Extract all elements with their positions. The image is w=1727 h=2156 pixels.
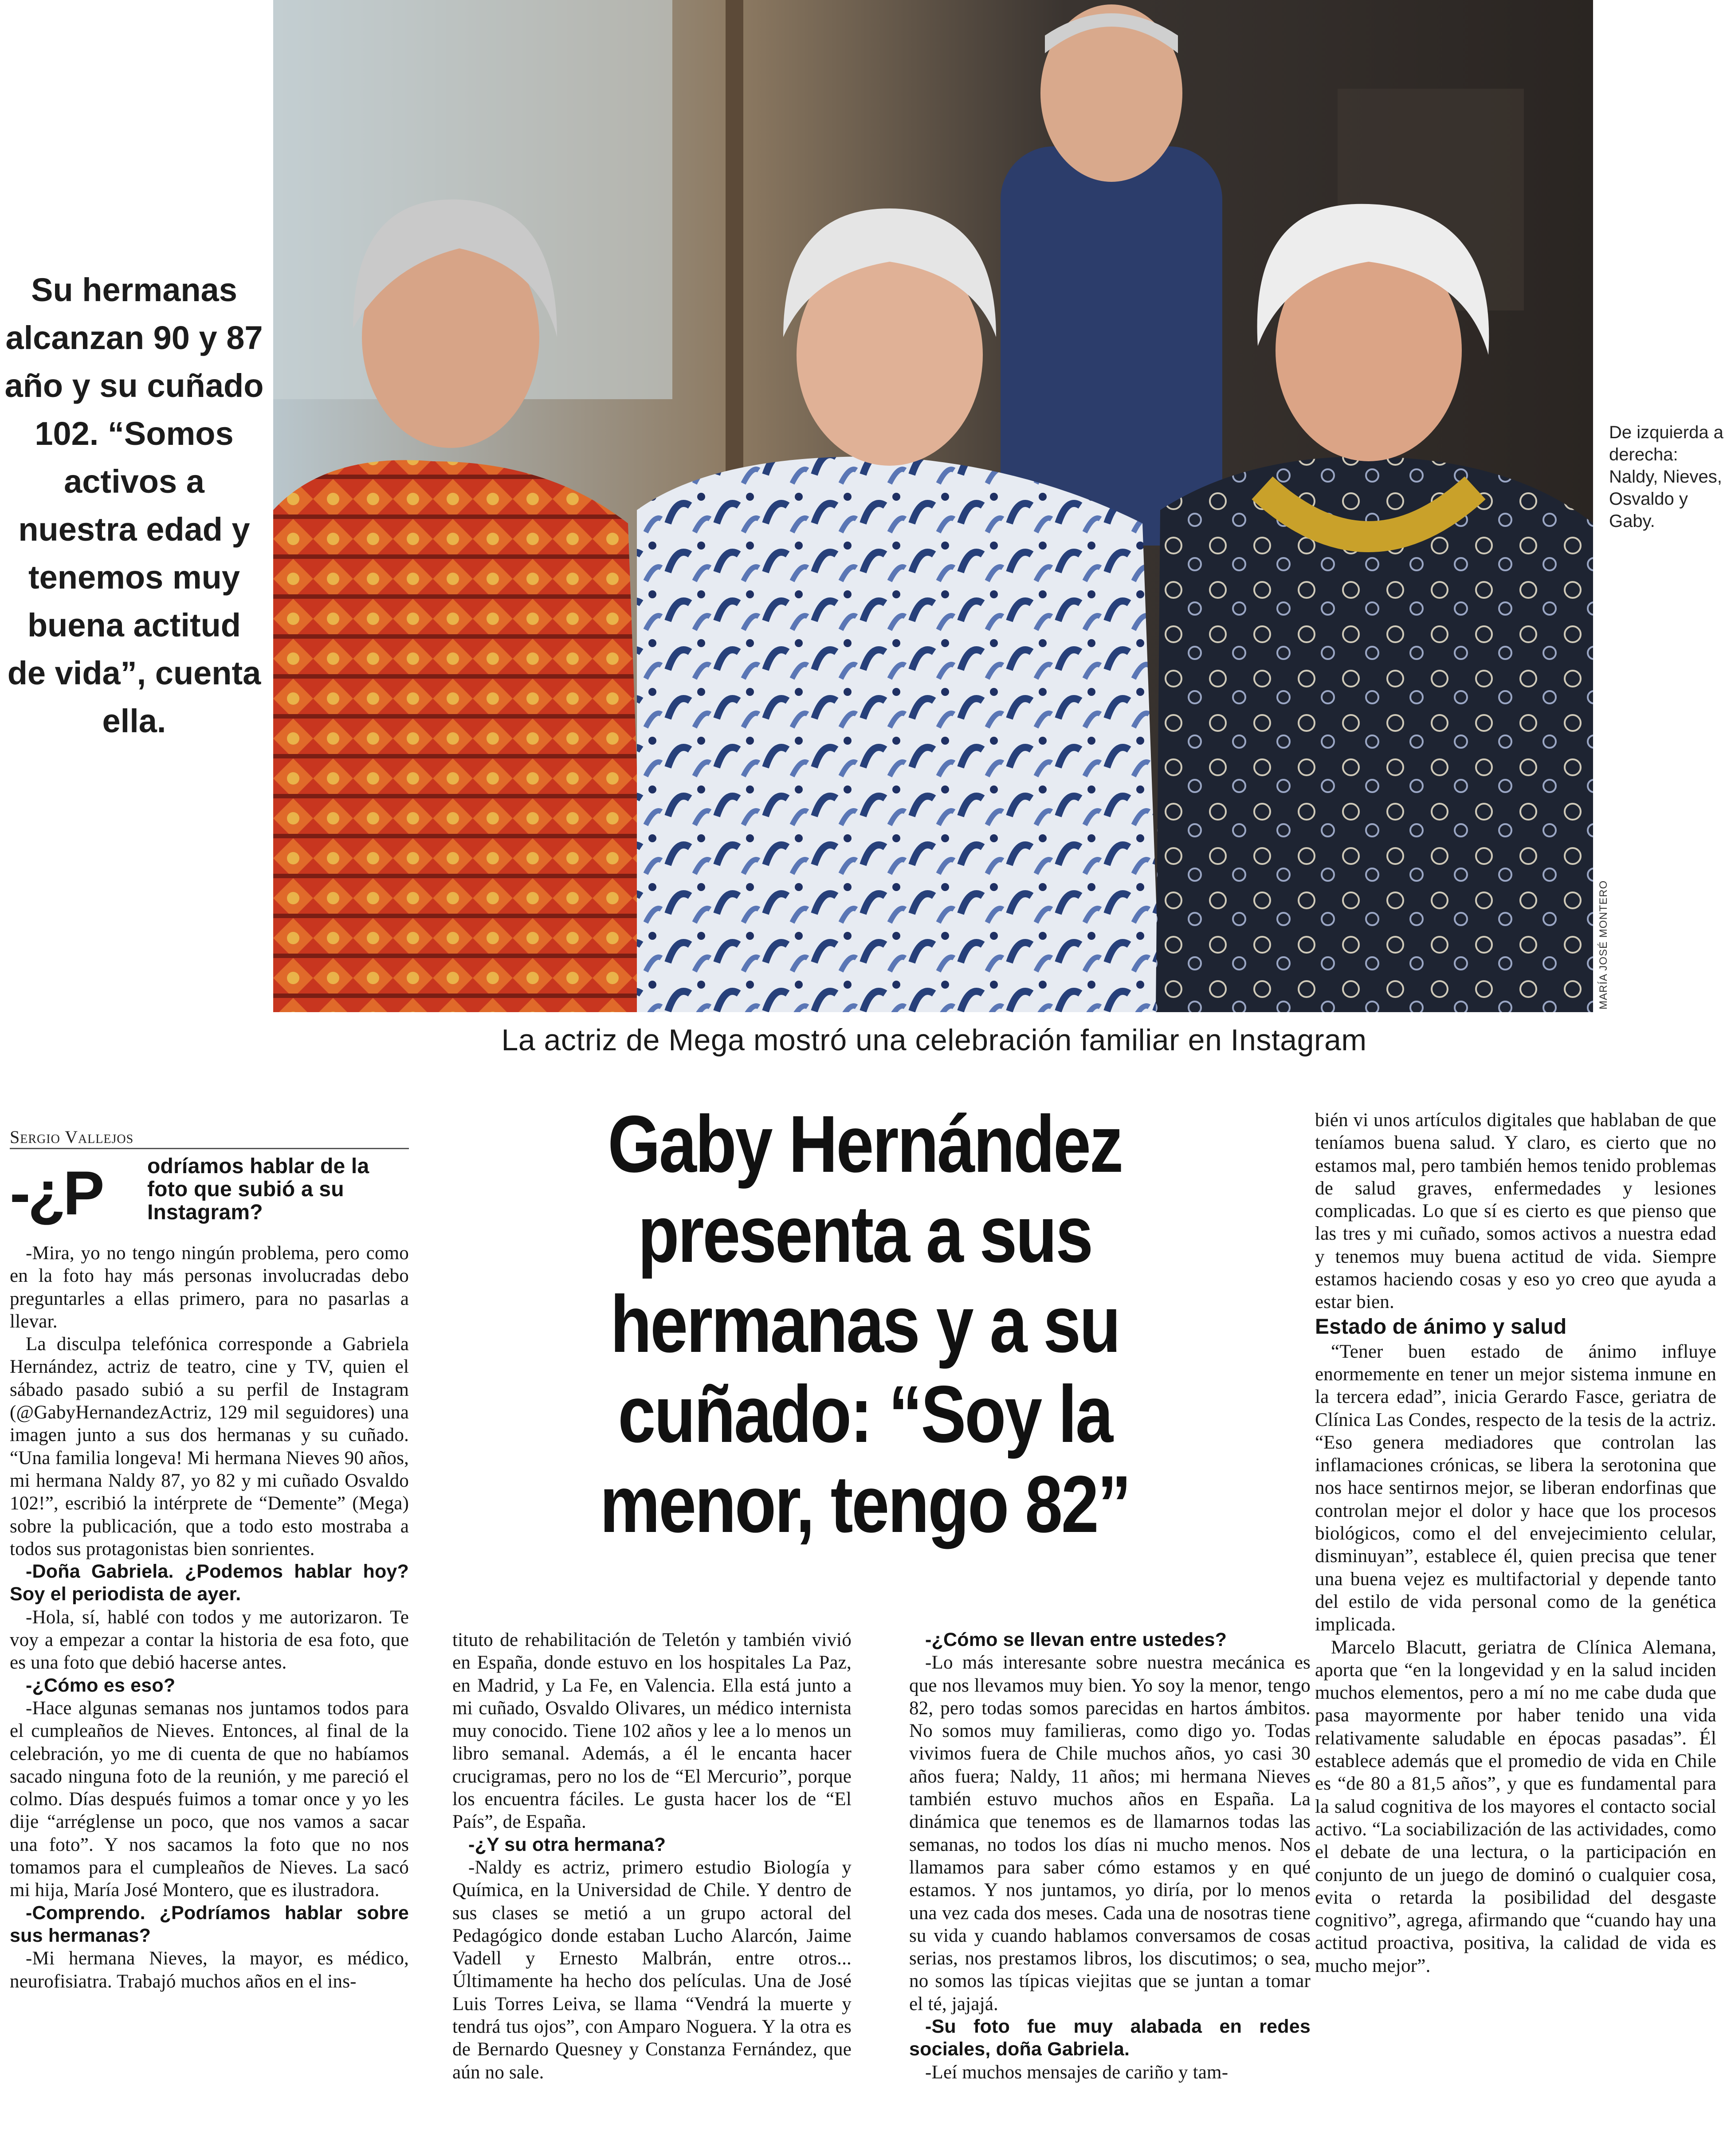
pull-quote: Su hermanas alcanzan 90 y 87 año y su cuñado 102. “Somos activos a nuestra edad y tenemos muy buena actitud de vida”, cuenta ella. [4, 271, 264, 739]
interview-question: -Su foto fue muy alabada en redes sociales, doña Gabriela. [909, 2016, 1311, 2060]
photo-caption: La actriz de Mega mostró una celebración familiar en Instagram [501, 1023, 1367, 1057]
article-column-4 [1315, 1109, 1716, 2155]
paragraph: -Naldy es actriz, primero estudio Biología y Química, en la Universidad de Chile. Y dentro de sus clases se metió a un grupo actoral del Pedagógico donde estaban Lucho Alarcón, Jaime Vadell y Ernesto Malbrán, entre otros... Últimamente ha hecho dos películas. Una de José Luis Torres Leiva, se llama “Vendrá la muerte y tendrá tus ojos”, con Amparo Noguera. Y la otra es de Bernardo Quesney y Constanza Fernández, que aún no sale. [452, 1857, 852, 2083]
byline-rule [10, 1148, 409, 1149]
paragraph: -Hola, sí, hablé con todos y me autorizaron. Te voy a empezar a contar la historia de esa foto, que es una foto que debió hacerse antes. [10, 1606, 409, 1673]
interview-question: -¿Y su otra hermana? [468, 1834, 666, 1855]
family-photo [273, 0, 1593, 1012]
column-1-body [10, 1242, 409, 1993]
side-caption: De izquierda a derecha: Naldy, Nieves, Osvaldo y Gaby. [1609, 423, 1723, 531]
paragraph: bién vi unos artículos digitales que hablaban de que teníamos buena salud. Y claro, es cierto que no estamos mal, pero también hemos tenido problemas de salud graves, enfermedades y lesiones complicadas. Lo que sí es cierto es que pienso que las tres y mi cuñado, somos activos a nuestra edad y tenemos muy buena actitud de vida. Siempre estamos haciendo cosas y eso yo creo que ayuda a estar bien. [1315, 1110, 1716, 1313]
paragraph: -Mira, yo no tengo ningún problema, pero como en la foto hay más personas involucradas debo preguntarles a ellas primero, para no pasarlas a llevar. [10, 1243, 409, 1332]
section-heading: Estado de ánimo y salud [1315, 1315, 1567, 1339]
article-column-1 [10, 1153, 409, 2155]
lead-question [10, 1153, 409, 1242]
interview-question: -¿Cómo se llevan entre ustedes? [925, 1629, 1227, 1650]
paragraph: Marcelo Blacutt, geriatra de Clínica Alemana, aporta que “en la longevidad y en la salud inciden muchos elementos, pero a mí no me cabe duda que pasa mayormente por haber tenido una vida relativamente saludable en épocas pasadas”. Él establece además que el promedio de vida en Chile es “de 80 a 81,5 años”, y que es fundamental para la salud cognitiva de los mayores el contacto social activo. “La sociabilización de las actividades, como el debate de una lectura, o la participación en conjunto de un juego de dominó o cualquier cosa, evita o retarda la posibilidad del desgaste cognitivo”, agrega, afirmando que “cuando hay una actitud proactiva, positiva, la calidad de vida es mucho mejor”. [1315, 1637, 1716, 1976]
headline: Gaby Hernández presenta a sus hermanas y a su cuñado: “Soy la menor, tengo 82” [600, 1099, 1130, 1549]
interview-question: -¿Cómo es eso? [26, 1674, 176, 1696]
paragraph: “Tener buen estado de ánimo influye enormemente en tener un mejor sistema inmune en la tercera edad”, inicia Gerardo Fasce, geriatra de Clínica Las Condes, respecto de la tesis de la actriz. “Eso genera mediadores que controlan las inflamaciones crónicas, se libera la serotonina que nos hace sentirnos mejor, se liberan endorfinas que controlan mejor el dolor y hace que los procesos biológicos, como el del envejecimiento celular, disminuyan”, establece él, quien precisa que tener una buena vejez es multifactorial y depende tanto del estilo de vida personal como de la genética implicada. [1315, 1341, 1716, 1635]
drop-cap: -¿P [10, 1158, 102, 1228]
article-column-2 [452, 1629, 852, 2155]
paragraph: -Lo más interesante sobre nuestra mecánica es que nos llevamos muy bien. Yo soy la menor, tengo 82, pero todas somos parecidas en hartos ámbitos. No somos muy familieras, como digo yo. Todas vivimos fuera de Chile muchos años, yo casi 30 años fuera; Naldy, 11 años; mi hermana Nieves también estuvo muchos años en España. La dinámica que tenemos es de llamarnos todas las semanas, no todos los días ni mucho menos. Nos llamamos para saber cómo estamos y en qué estamos. Y nos juntamos, yo diría, por lo menos una vez cada dos meses. Cada una de nosotras tiene su vida y cuando hablamos conversamos de cosas serias, nos prestamos libros, los discutimos; o sea, no somos las típicas viejitas que se juntan a tomar el té, jajajá. [909, 1652, 1311, 2015]
interview-question: -Doña Gabriela. ¿Podemos hablar hoy? Soy el periodista de ayer. [10, 1561, 409, 1605]
paragraph: tituto de rehabilitación de Teletón y también vivió en España, donde estuvo en los hospitales La Paz, en Madrid, y La Fe, en Valencia. Ella está junto a mi cuñado, Osvaldo Olivares, un médico internista muy conocido. Tiene 102 años y lee a lo menos un libro semanal. Además, a él le encanta hacer crucigramas, pero no los de “El Mercurio”, porque los encuentra fáciles. Le gusta hacer los de “El País”, de España. [452, 1630, 852, 1833]
byline: Sergio Vallejos [10, 1127, 134, 1147]
photo-credit: MARÍA JOSÉ MONTERO [1597, 880, 1609, 1009]
paragraph: -Hace algunas semanas nos juntamos todos para el cumpleaños de Nieves. Entonces, al final de la celebración, yo me di cuenta de que no habíamos sacado ninguna foto de la reunión, y me pareció el colmo. Días después fuimos a tomar once y yo les dije “arréglense un poco, que nos vamos a sacar una foto”. Y nos sacamos la foto que no nos tomamos para el cumpleaños de Nieves. La sacó mi hija, María José Montero, que es ilustradora. [10, 1697, 409, 1901]
paragraph: -Leí muchos mensajes de cariño y tam- [925, 2062, 1229, 2083]
lead-question-text: odríamos hablar de la foto que subió a su Instagram? [147, 1155, 369, 1224]
interview-question: -Comprendo. ¿Podríamos hablar sobre sus hermanas? [10, 1902, 409, 1946]
paragraph: -Mi hermana Nieves, la mayor, es médico, neurofisiatra. Trabajó muchos años en el ins- [10, 1948, 409, 1992]
article-column-3 [909, 1629, 1311, 2155]
paragraph: La disculpa telefónica corresponde a Gabriela Hernández, actriz de teatro, cine y TV, quien el sábado pasado subió a su perfil de Instagram (@GabyHernandezActriz, 129 mil seguidores) una imagen junto a sus dos hermanas y su cuñado. “Una familia longeva! Mi hermana Nieves 90 años, mi hermana Naldy 87, yo 82 y mi cuñado Osvaldo 102!”, escribió la intérprete de “Demente” (Mega) sobre la publicación, que a todo esto mostraba a todos sus protagonistas bien sonrientes. [10, 1334, 409, 1559]
